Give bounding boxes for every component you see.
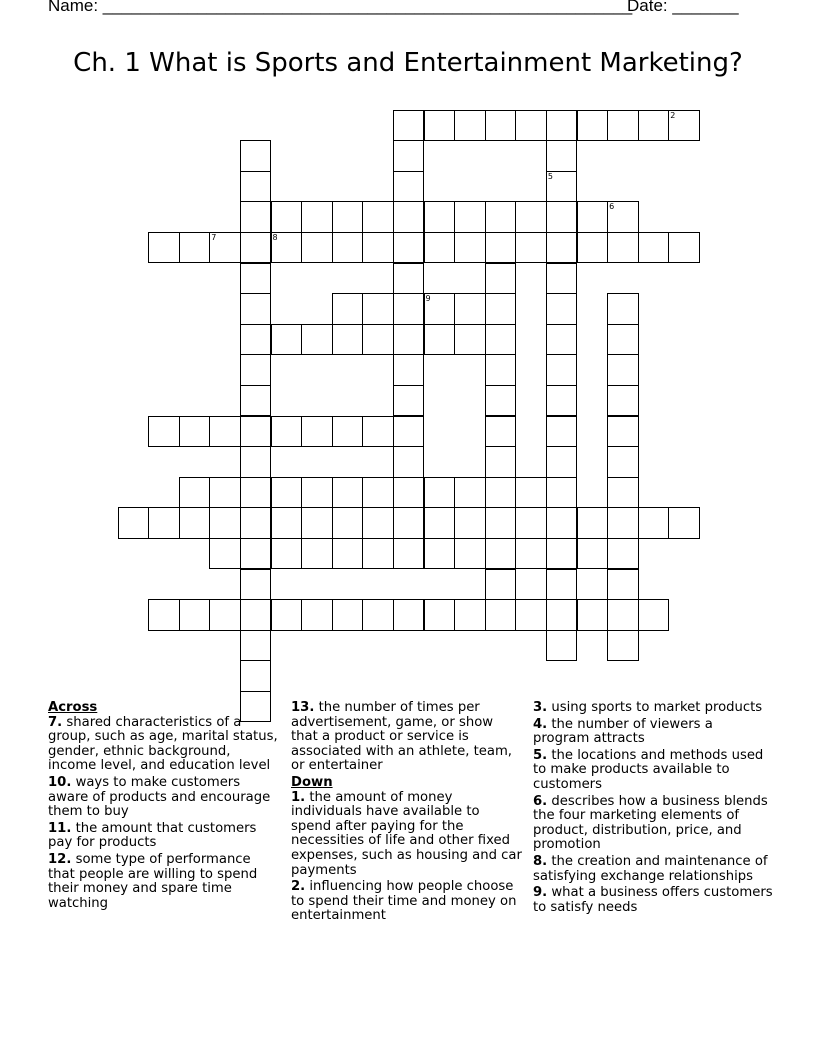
- crossword-cell[interactable]: [362, 201, 394, 233]
- crossword-cell[interactable]: [424, 201, 456, 233]
- clue-item-number: 11.: [48, 820, 72, 836]
- clue-item-number: 4.: [533, 716, 548, 732]
- crossword-cell[interactable]: [454, 599, 486, 631]
- crossword-cell[interactable]: [209, 538, 241, 570]
- crossword-cell[interactable]: [240, 599, 272, 631]
- crossword-cell[interactable]: [332, 416, 364, 448]
- clue-item-text: the number of times per advertisement, game, or show that a product or service is associated with an athlete, team, or entertainer: [291, 700, 512, 774]
- crossword-cell[interactable]: [393, 171, 425, 203]
- clue-item: [48, 853, 280, 911]
- crossword-cell[interactable]: [332, 324, 364, 356]
- clue-item: [48, 776, 280, 820]
- clue-number: 2: [670, 110, 676, 120]
- crossword-cell[interactable]: [485, 507, 517, 539]
- date-line: Date: _______: [627, 0, 739, 15]
- crossword-cell[interactable]: [485, 354, 517, 386]
- crossword-cell[interactable]: [362, 232, 394, 264]
- crossword-cell[interactable]: [332, 201, 364, 233]
- crossword-cell[interactable]: [546, 477, 578, 509]
- crossword-cell[interactable]: [362, 477, 394, 509]
- crossword-cell[interactable]: [546, 569, 578, 601]
- crossword-cell[interactable]: [577, 599, 609, 631]
- across-heading: Across: [48, 700, 98, 715]
- crossword-cell[interactable]: [209, 232, 241, 264]
- crossword-cell[interactable]: [546, 446, 578, 478]
- clue-item-text: describes how a business blends the four marketing elements of product, distribution, price, and promotion: [533, 793, 768, 853]
- crossword-cell[interactable]: [393, 263, 425, 295]
- clue-item-number: 1.: [291, 789, 306, 805]
- crossword-cell[interactable]: [485, 477, 517, 509]
- crossword-cell[interactable]: [424, 538, 456, 570]
- crossword-cell[interactable]: [209, 599, 241, 631]
- clue-item-number: 12.: [48, 851, 72, 867]
- clue-item-text: what a business offers customers to satisfy needs: [533, 885, 773, 915]
- crossword-cell[interactable]: [240, 354, 272, 386]
- crossword-cell[interactable]: [485, 324, 517, 356]
- crossword-cell[interactable]: [454, 293, 486, 325]
- crossword-cell[interactable]: [240, 293, 272, 325]
- crossword-cell[interactable]: [607, 507, 639, 539]
- crossword-cell[interactable]: [546, 354, 578, 386]
- crossword-cell[interactable]: [454, 324, 486, 356]
- crossword-cell[interactable]: [301, 507, 333, 539]
- crossword-cell[interactable]: [424, 110, 456, 142]
- crossword-cell[interactable]: [393, 599, 425, 631]
- crossword-cell[interactable]: [271, 538, 303, 570]
- crossword-cell[interactable]: [332, 538, 364, 570]
- clue-number: 7: [211, 232, 217, 242]
- clue-item: [533, 886, 773, 915]
- crossword-cell[interactable]: [362, 416, 394, 448]
- crossword-cell[interactable]: [607, 599, 639, 631]
- crossword-cell[interactable]: [240, 507, 272, 539]
- crossword-cell[interactable]: [515, 599, 547, 631]
- crossword-cell[interactable]: [179, 599, 211, 631]
- crossword-cell[interactable]: [454, 232, 486, 264]
- crossword-cell[interactable]: [393, 293, 425, 325]
- crossword-cell[interactable]: [546, 140, 578, 172]
- crossword-cell[interactable]: [546, 232, 578, 264]
- crossword-cell[interactable]: [240, 446, 272, 478]
- clue-item: [533, 701, 773, 716]
- name-line: Name: ________________________________________________________: [48, 0, 633, 15]
- across-clue-list-continued: [291, 701, 523, 774]
- crossword-cell[interactable]: [485, 201, 517, 233]
- crossword-cell[interactable]: [271, 232, 303, 264]
- clue-item: [533, 795, 773, 853]
- across-clue-list: [48, 716, 280, 912]
- crossword-cell[interactable]: [485, 110, 517, 142]
- crossword-cell[interactable]: [271, 324, 303, 356]
- crossword-cell[interactable]: [638, 507, 670, 539]
- crossword-cell[interactable]: [240, 263, 272, 295]
- crossword-cell[interactable]: [485, 538, 517, 570]
- crossword-cell[interactable]: [240, 232, 272, 264]
- clue-item-number: 6.: [533, 793, 548, 809]
- crossword-cell[interactable]: [118, 507, 150, 539]
- clue-item: [533, 855, 773, 884]
- crossword-cell[interactable]: [607, 569, 639, 601]
- crossword-cell[interactable]: [179, 232, 211, 264]
- crossword-cell[interactable]: [454, 538, 486, 570]
- crossword-cell[interactable]: [240, 201, 272, 233]
- crossword-cell[interactable]: [179, 507, 211, 539]
- crossword-cell[interactable]: [607, 232, 639, 264]
- crossword-cell[interactable]: [271, 416, 303, 448]
- crossword-cell[interactable]: [424, 599, 456, 631]
- crossword-cell[interactable]: [209, 477, 241, 509]
- crossword-cell[interactable]: [577, 538, 609, 570]
- crossword-cell[interactable]: [577, 232, 609, 264]
- crossword-cell[interactable]: [546, 630, 578, 662]
- crossword-cell[interactable]: [607, 446, 639, 478]
- crossword-cell[interactable]: [515, 232, 547, 264]
- clue-item-number: 7.: [48, 714, 63, 730]
- crossword-cell[interactable]: [577, 201, 609, 233]
- clue-item-text: the amount that customers pay for products: [48, 820, 257, 851]
- page-title: Ch. 1 What is Sports and Entertainment Marketing?: [73, 48, 743, 78]
- crossword-cell[interactable]: [332, 507, 364, 539]
- crossword-cell[interactable]: [424, 477, 456, 509]
- crossword-cell[interactable]: [485, 416, 517, 448]
- crossword-cell[interactable]: [240, 569, 272, 601]
- crossword-cell[interactable]: [393, 140, 425, 172]
- clue-item-text: some type of performance that people are willing to spend their money and spare time watching: [48, 851, 258, 911]
- crossword-cell[interactable]: [301, 232, 333, 264]
- clue-number: 6: [609, 202, 615, 212]
- clue-number: 8: [272, 232, 278, 242]
- crossword-cell[interactable]: [607, 354, 639, 386]
- crossword-cell[interactable]: [393, 507, 425, 539]
- crossword-cell[interactable]: [179, 477, 211, 509]
- crossword-cell[interactable]: [607, 630, 639, 662]
- crossword-cell[interactable]: [546, 110, 578, 142]
- crossword-cell[interactable]: [240, 171, 272, 203]
- clue-item-text: the number of viewers a program attracts: [533, 716, 713, 747]
- crossword-cell[interactable]: [424, 507, 456, 539]
- clue-item: [48, 716, 280, 774]
- crossword-cell[interactable]: [393, 385, 425, 417]
- clue-item: [291, 701, 523, 774]
- crossword-cell[interactable]: [546, 263, 578, 295]
- crossword-cell[interactable]: [607, 385, 639, 417]
- clue-item: [291, 791, 523, 879]
- clue-item-text: using sports to market products: [547, 700, 763, 715]
- crossword-cell[interactable]: [668, 110, 700, 142]
- crossword-cell[interactable]: [546, 171, 578, 203]
- crossword-cell[interactable]: [485, 293, 517, 325]
- clues-column-3: [533, 701, 773, 917]
- clues-column-1: [48, 701, 280, 913]
- clue-item: [48, 822, 280, 851]
- crossword-cell[interactable]: [638, 599, 670, 631]
- down-heading: Down: [291, 774, 333, 790]
- clue-item-text: the creation and maintenance of satisfying exchange relationships: [533, 853, 768, 884]
- down-clue-list: [291, 791, 523, 924]
- crossword-cell[interactable]: [393, 446, 425, 478]
- crossword-cell[interactable]: [179, 416, 211, 448]
- crossword-cell[interactable]: [485, 446, 517, 478]
- crossword-cell[interactable]: [393, 416, 425, 448]
- crossword-cell[interactable]: [607, 201, 639, 233]
- crossword-cell[interactable]: [546, 324, 578, 356]
- crossword-cell[interactable]: [301, 416, 333, 448]
- crossword-cell[interactable]: [668, 507, 700, 539]
- crossword-cell[interactable]: [301, 538, 333, 570]
- clue-item-text: shared characteristics of a group, such as age, marital status, gender, ethnic background, income level, and education level: [48, 714, 278, 774]
- crossword-cell[interactable]: [393, 201, 425, 233]
- clue-item: [291, 880, 523, 924]
- crossword-cell[interactable]: [607, 538, 639, 570]
- crossword-cell[interactable]: [332, 232, 364, 264]
- crossword-cell[interactable]: [209, 507, 241, 539]
- crossword-cell[interactable]: [332, 293, 364, 325]
- crossword-cell[interactable]: [209, 416, 241, 448]
- crossword-cell[interactable]: [301, 477, 333, 509]
- crossword-cell[interactable]: [148, 599, 180, 631]
- crossword-cell[interactable]: [485, 385, 517, 417]
- crossword-cell[interactable]: [424, 293, 456, 325]
- crossword-cell[interactable]: [607, 110, 639, 142]
- clue-item-text: influencing how people choose to spend their time and money on entertainment: [291, 879, 517, 924]
- clue-item-number: 10.: [48, 774, 72, 790]
- clue-item-text: ways to make customers aware of products and encourage them to buy: [48, 774, 271, 820]
- clue-item: [533, 718, 773, 747]
- clue-item-text: the amount of money individuals have available to spend after paying for the necessities of life and other fixed expenses, such as housing and car payments: [291, 789, 522, 878]
- crossword-cell[interactable]: [301, 599, 333, 631]
- crossword-cell[interactable]: [454, 507, 486, 539]
- crossword-cell[interactable]: [546, 538, 578, 570]
- crossword-cell[interactable]: [393, 232, 425, 264]
- crossword-cell[interactable]: [515, 201, 547, 233]
- crossword-cell[interactable]: [515, 477, 547, 509]
- crossword-cell[interactable]: [546, 599, 578, 631]
- crossword-cell[interactable]: [607, 293, 639, 325]
- crossword-cell[interactable]: [240, 477, 272, 509]
- crossword-cell[interactable]: [607, 324, 639, 356]
- clues-column-2: [291, 701, 523, 926]
- crossword-cell[interactable]: [271, 201, 303, 233]
- crossword-cell[interactable]: [240, 324, 272, 356]
- crossword-cell[interactable]: [362, 324, 394, 356]
- crossword-cell[interactable]: [546, 416, 578, 448]
- crossword-cell[interactable]: [393, 324, 425, 356]
- crossword-cell[interactable]: [148, 416, 180, 448]
- crossword-cell[interactable]: [607, 416, 639, 448]
- crossword-cell[interactable]: [393, 354, 425, 386]
- clue-item-number: 5.: [533, 747, 548, 763]
- crossword-cell[interactable]: [271, 507, 303, 539]
- crossword-cell[interactable]: [148, 507, 180, 539]
- crossword-cell[interactable]: [271, 477, 303, 509]
- crossword-cell[interactable]: [515, 538, 547, 570]
- clue-item: [533, 749, 773, 793]
- crossword-cell[interactable]: [362, 293, 394, 325]
- crossword-cell[interactable]: [638, 110, 670, 142]
- crossword-cell[interactable]: [577, 110, 609, 142]
- crossword-cell[interactable]: [362, 507, 394, 539]
- crossword-cell[interactable]: [240, 538, 272, 570]
- crossword-cell[interactable]: [332, 599, 364, 631]
- clue-item-number: 13.: [291, 700, 315, 715]
- clue-item-number: 2.: [291, 879, 306, 895]
- crossword-cell[interactable]: [515, 110, 547, 142]
- crossword-cell[interactable]: [362, 599, 394, 631]
- crossword-cell[interactable]: [240, 385, 272, 417]
- crossword-cell[interactable]: [424, 324, 456, 356]
- crossword-cell[interactable]: [577, 507, 609, 539]
- crossword-cell[interactable]: [393, 538, 425, 570]
- crossword-cell[interactable]: [485, 569, 517, 601]
- crossword-cell[interactable]: [301, 324, 333, 356]
- clue-item-number: 9.: [533, 885, 548, 901]
- clue-item-number: 3.: [533, 700, 548, 715]
- crossword-cell[interactable]: [240, 416, 272, 448]
- crossword-cell[interactable]: [668, 232, 700, 264]
- crossword-cell[interactable]: [454, 201, 486, 233]
- crossword-cell[interactable]: [393, 110, 425, 142]
- crossword-cell[interactable]: [546, 201, 578, 233]
- clue-number: 9: [425, 294, 431, 304]
- crossword-cell[interactable]: [240, 630, 272, 662]
- crossword-cell[interactable]: [546, 385, 578, 417]
- crossword-cell[interactable]: [454, 477, 486, 509]
- crossword-cell[interactable]: [301, 201, 333, 233]
- crossword-cell[interactable]: [607, 477, 639, 509]
- crossword-cell[interactable]: [546, 293, 578, 325]
- crossword-cell[interactable]: [393, 477, 425, 509]
- crossword-cell[interactable]: [240, 140, 272, 172]
- crossword-cell[interactable]: [271, 599, 303, 631]
- clue-number: 5: [547, 171, 553, 181]
- crossword-cell[interactable]: [515, 507, 547, 539]
- crossword-cell[interactable]: [485, 263, 517, 295]
- crossword-cell[interactable]: [485, 232, 517, 264]
- crossword-cell[interactable]: [454, 110, 486, 142]
- crossword-cell[interactable]: [332, 477, 364, 509]
- crossword-cell[interactable]: [362, 538, 394, 570]
- clue-item-number: 8.: [533, 853, 548, 869]
- crossword-cell[interactable]: [148, 232, 180, 264]
- crossword-cell[interactable]: [424, 232, 456, 264]
- clue-item-text: the locations and methods used to make products available to customers: [533, 747, 764, 792]
- crossword-cell[interactable]: [638, 232, 670, 264]
- crossword-cell[interactable]: [485, 599, 517, 631]
- crossword-cell[interactable]: [546, 507, 578, 539]
- down-clue-list-continued: [533, 701, 773, 915]
- crossword-cell[interactable]: [240, 660, 272, 692]
